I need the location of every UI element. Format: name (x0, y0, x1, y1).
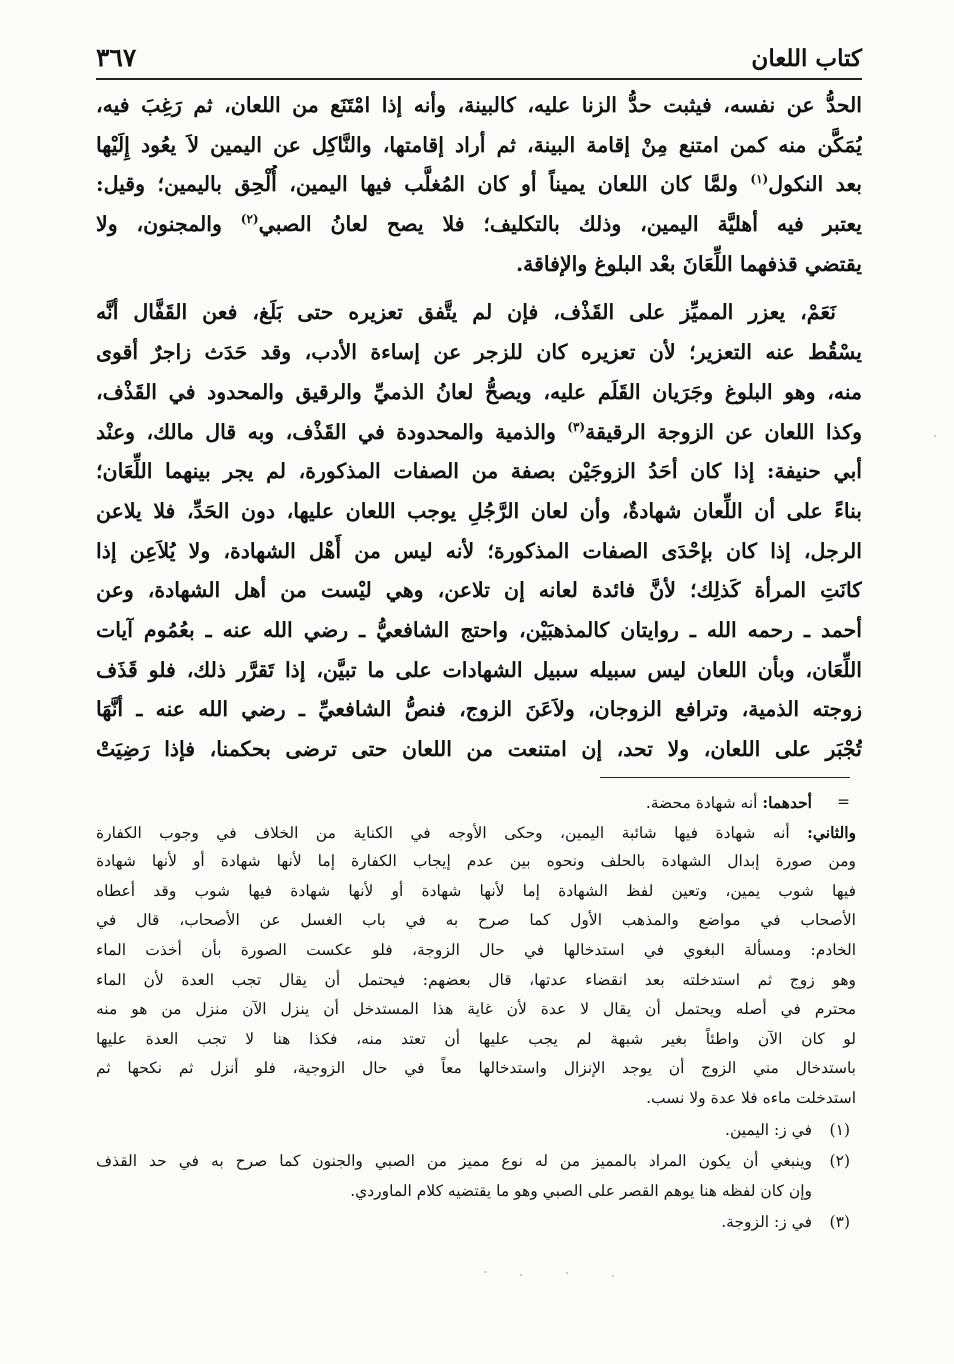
text-line: أبي حنيفة: إذا كان أحَدُ الزوجَيْن بصفة من الصفات المذكورة، لم يجر بينهما اللِّعَان؛ (96, 459, 862, 484)
footnote-line: الخادم: ومسألة البغوي في استدخالها في حال الزوجة، فلو عكست الصورة بأن أخذت الماء (96, 940, 856, 959)
footnote-number: (٢) (829, 1152, 850, 1171)
text-segment: وكذا اللعان عن الزوجة الرقيقة (585, 419, 862, 444)
text-line: يقتضي قذفهما اللِّعَانَ بعْد البلوغ والإفاقة. (516, 251, 862, 276)
footnote-number: (٣) (829, 1213, 850, 1232)
text-line: الرجل، إذا كان بإحْدَى الصفات المذكورة؛ لأنه ليس من أَهْل الشهادة، ولا يُلاَعِن إذا (96, 538, 862, 563)
footnote-continuation (96, 788, 856, 818)
footnote-label: والثاني: (807, 822, 856, 842)
scan-speck (484, 1271, 486, 1273)
footnote-line: في ز: اليمين. (725, 1120, 812, 1139)
page-header (96, 28, 862, 72)
footnote-line: وإن كان لفظه هنا يوهم القصر على الصبي وهو ما يقتضيه كلام الماوردي. (350, 1181, 812, 1200)
footnote-line: لو كان الآن واطئاً بغير شبهة لم يجب عليها أن تعتد منه، فكذا هنا لا تجب العدة عليها (96, 1029, 856, 1048)
text-line: تُجْبَر على اللعان، ولا تحد، إن امتنعت من اللعان حتى ترضى بحكمنا، فإذا رَضِيَتْ (96, 737, 862, 761)
text-segment: والذمية والمحدودة في القَذْف، وبه قال مالك، وعنْد (96, 419, 568, 444)
footnote-line (96, 818, 856, 848)
text-segment: ولمَّا كان اللعان يميناً أو كان المُغلَّب فيها اليمين، أُلْحِق باليمين؛ وقيل: (96, 172, 751, 197)
footnote-line (96, 788, 812, 818)
text-line: اللِّعَان، وبأن اللعان ليس سبيله سبيل الشهادات على ما تبيَّن، إذا تَقرَّر ذلك، فلو قَذَف (96, 657, 862, 682)
continuation-marker: = (837, 793, 850, 811)
footnote-continuation-body (96, 818, 856, 1114)
footnote-ref-2: (٢) (240, 212, 259, 227)
text-line: الحدُّ عن نفسه، فيثبت حدُّ الزنا عليه، كالبينة، وأنه إذا امْتَنَع من اللعان، ثم رَغِبَ فيه، (96, 93, 862, 117)
main-text (96, 86, 862, 770)
footnote-line: في ز: الزوجة. (721, 1213, 812, 1232)
footnote-1 (96, 1116, 856, 1146)
scan-speck (934, 435, 936, 437)
text-line (96, 205, 862, 245)
text-line: أحمد ـ رحمه الله ـ روايتان كالمذهبَيْن، واحتج الشافعيُّ ـ رضي الله عنه ـ بعُمُوم آيات (96, 617, 862, 642)
header-rule (96, 78, 862, 80)
text-line: بناءً على أن اللِّعان شهادةٌ، وأن لعان الرَّجُلِ يوجب اللعان عليها، دون الحَدِّ، فلا يلاعن (96, 498, 862, 523)
footnote-line: فيها شوب يمين، وتعين لفظ الشهادة إما لأنها شهادة أو لأنها شهادة فيها شوب وقد أعطاه (96, 881, 856, 900)
footnote-number: (١) (829, 1120, 850, 1139)
footnote-text: أنه شهادة فيها شائبة اليمين، وحكى الأوجه في الكناية من الخلاف في وجوب الكفارة (96, 823, 808, 842)
text-line: نَعَمْ، يعزر المميِّز على القَذْف، فإن لم يتَّفق تعزيره حتى بَلَغ، فعن القَفَّال أنَّه (96, 300, 836, 325)
text-line: منه، وهو البلوغ وجَرَيان القَلَم عليه، ويصحُّ لعانُ الذميِّ والرقيق والمحدود في القَذْف، (96, 379, 862, 404)
text-segment: يعتبر فيه أهليَّة اليمين، وذلك بالتكليف؛ فلا يصح لعانُ الصبي (258, 212, 862, 237)
scan-speck (520, 1274, 522, 1276)
footnote-line: وهو زوج ثم استدخلته بعد انقضاء عدتها، قال بعضهم: فيحتمل أن يقال تجب العدة لأن الماء (96, 970, 856, 989)
footnote-text: أنه شهادة محضة. (645, 794, 763, 812)
footnote-2 (96, 1147, 856, 1206)
text-segment: بعد النكول (768, 172, 862, 197)
footnotes (96, 788, 856, 1238)
scan-speck (612, 1275, 614, 1277)
text-line: يسْقُط عنه التعزير؛ لأن تعزيره كان للزجر عن إساءة الأدب، وقد حَدَث زاجرٌ أقوى (96, 340, 862, 365)
scan-speck (566, 1272, 568, 1274)
footnote-line: وينبغي أن يكون المراد بالمميز من له نوع مميز من الصبي والجنون كما صرح به في حد القذف (96, 1152, 812, 1171)
footnote-rule (600, 777, 850, 778)
footnote-line: استدخلت ماءه فلا عدة ولا نسب. (646, 1088, 856, 1107)
footnote-ref-3: (٣) (567, 419, 586, 434)
footnote-label: أحدهما: (762, 793, 812, 812)
paragraph-gap (96, 284, 862, 293)
page-number: ٣٦٧ (96, 43, 137, 72)
text-line: يُمَكَّن منه كمن امتنع مِنْ إقامة البينة، ثم أراد إقامتها، والنَّاكِل عن اليمين لاَ يعُود إِلَيْها (96, 132, 862, 157)
footnote-line: ومن صورة إبدال الشهادة بالحلف ونحوه بين عدم إيجاب الكفارة إما لأنها شهادة أو لأنها شهادة (96, 852, 856, 871)
footnote-3 (96, 1208, 856, 1238)
footnote-line: باستدخال مني الزوج أن يوجد الإنزال واستدخالها معاً في حال الزوجية، فلو أنزل ثم نكحها ثم (96, 1059, 856, 1078)
footnote-line: محترم في أصله ويحتمل أن يقال لا عدة لأن غاية هذا المستدخل أن ينزل الآن منزل من هو منه (96, 1000, 856, 1019)
text-line: كانَتِ المرأة كَذلِك؛ لأنَّ فائدة لعانه إن تلاعن، وهي ليْست من أهل الشهادة، وعن (96, 578, 862, 603)
footnote-ref-1: (١) (750, 172, 769, 187)
running-title: كتاب اللعان (751, 45, 862, 72)
text-line (96, 165, 862, 205)
footnote-line: الأصحاب في مواضع والمذهب الأول كما صرح به في باب الغسل عن الأصحاب، قال في (96, 911, 856, 930)
text-segment: والمجنون، ولا (96, 212, 241, 237)
text-line (96, 413, 862, 453)
text-line: زوجته الذمية، وترافع الزوجان، ولاَعَنَ الزوج، فنصُّ الشافعيِّ ـ رضي الله عنه ـ أنَّهَا (96, 697, 862, 722)
